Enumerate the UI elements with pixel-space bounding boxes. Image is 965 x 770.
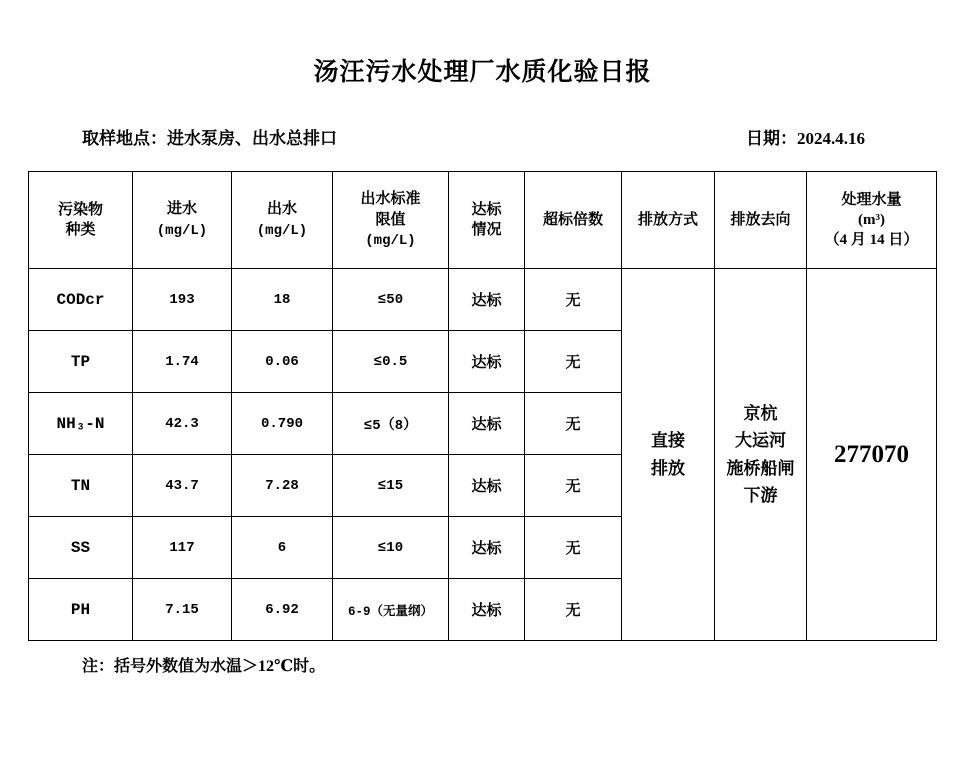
cell-effluent: 6.92 bbox=[232, 579, 333, 641]
sampling-location: 取样地点：进水泵房、出水总排口 bbox=[82, 129, 337, 148]
cell-discharge-destination bbox=[715, 269, 807, 641]
cell-compliance: 达标 bbox=[449, 393, 525, 455]
cell-exceed: 无 bbox=[525, 455, 622, 517]
cell-compliance: 达标 bbox=[449, 579, 525, 641]
header-pollutant-line1: 污染物 bbox=[57, 201, 103, 218]
cell-exceed: 无 bbox=[525, 517, 622, 579]
header-pollutant-line2: 种类 bbox=[65, 222, 96, 238]
cell-compliance: 达标 bbox=[449, 455, 525, 517]
cell-effluent: 7.28 bbox=[232, 455, 333, 517]
cell-influent: 43.7 bbox=[133, 455, 232, 517]
cell-pollutant: SS bbox=[29, 517, 133, 579]
cell-standard: ≤0.5 bbox=[333, 331, 449, 393]
header-discharge-method: 排放方式 bbox=[622, 172, 715, 269]
header-influent-unit: (mg/L) bbox=[156, 222, 208, 239]
header-effluent bbox=[232, 172, 333, 269]
cell-effluent: 18 bbox=[232, 269, 333, 331]
discharge-method-line1: 直接 bbox=[651, 431, 685, 451]
cell-pollutant: PH bbox=[29, 579, 133, 641]
table-body bbox=[29, 269, 937, 641]
header-compliance-line2: 情况 bbox=[471, 222, 502, 238]
header-pollutant bbox=[29, 172, 133, 269]
meta-row bbox=[0, 124, 965, 149]
water-quality-table bbox=[28, 171, 937, 641]
cell-standard: ≤10 bbox=[333, 517, 449, 579]
header-water-amount-line1: 处理水量 bbox=[841, 191, 902, 208]
header-influent-line1: 进水 bbox=[166, 201, 197, 218]
discharge-destination-line3: 施桥船闸 bbox=[726, 458, 795, 478]
header-standard-line1: 出水标准 bbox=[360, 191, 421, 208]
discharge-destination-line1: 京杭 bbox=[743, 404, 778, 424]
cell-compliance: 达标 bbox=[449, 517, 525, 579]
header-compliance bbox=[449, 172, 525, 269]
header-standard-line2: 限值 bbox=[375, 211, 406, 228]
cell-standard: 6-9（无量纲） bbox=[333, 579, 449, 641]
header-standard-unit: (mg/L) bbox=[365, 232, 416, 249]
cell-effluent: 0.790 bbox=[232, 393, 333, 455]
discharge-method-line2: 排放 bbox=[651, 458, 685, 478]
cell-compliance: 达标 bbox=[449, 269, 525, 331]
discharge-destination-line4: 下游 bbox=[743, 485, 778, 505]
cell-standard: ≤15 bbox=[333, 455, 449, 517]
discharge-destination-line2: 大运河 bbox=[735, 431, 786, 451]
header-compliance-line1: 达标 bbox=[471, 201, 502, 218]
header-water-amount bbox=[807, 172, 937, 269]
cell-effluent: 6 bbox=[232, 517, 333, 579]
cell-influent: 7.15 bbox=[133, 579, 232, 641]
footnote: 注：括号外数值为水温＞12℃时。 bbox=[82, 658, 326, 675]
cell-effluent: 0.06 bbox=[232, 331, 333, 393]
cell-influent: 42.3 bbox=[133, 393, 232, 455]
cell-pollutant: CODcr bbox=[29, 269, 133, 331]
table-header bbox=[29, 172, 937, 269]
header-effluent-unit: (mg/L) bbox=[256, 222, 308, 239]
report-page bbox=[0, 52, 965, 770]
header-row bbox=[29, 172, 937, 269]
cell-compliance: 达标 bbox=[449, 331, 525, 393]
cell-influent: 1.74 bbox=[133, 331, 232, 393]
header-water-amount-unit: (m³) bbox=[858, 211, 885, 228]
header-exceed: 超标倍数 bbox=[525, 172, 622, 269]
header-discharge-destination: 排放去向 bbox=[715, 172, 807, 269]
cell-discharge-method bbox=[622, 269, 715, 641]
cell-exceed: 无 bbox=[525, 393, 622, 455]
cell-influent: 193 bbox=[133, 269, 232, 331]
cell-pollutant: TP bbox=[29, 331, 133, 393]
cell-standard: ≤5（8） bbox=[333, 393, 449, 455]
cell-influent: 117 bbox=[133, 517, 232, 579]
cell-exceed: 无 bbox=[525, 579, 622, 641]
header-effluent-line1: 出水 bbox=[266, 201, 297, 218]
header-influent bbox=[133, 172, 232, 269]
cell-water-amount: 277070 bbox=[807, 269, 937, 641]
header-water-amount-date: （4 月 14 日） bbox=[824, 232, 919, 249]
table-row bbox=[29, 269, 937, 331]
page-title: 汤汪污水处理厂水质化验日报 bbox=[313, 59, 652, 86]
report-date: 日期：2024.4.16 bbox=[746, 129, 865, 148]
cell-pollutant: NH₃-N bbox=[29, 393, 133, 455]
cell-pollutant: TN bbox=[29, 455, 133, 517]
cell-standard: ≤50 bbox=[333, 269, 449, 331]
header-standard bbox=[333, 172, 449, 269]
cell-exceed: 无 bbox=[525, 269, 622, 331]
cell-exceed: 无 bbox=[525, 331, 622, 393]
